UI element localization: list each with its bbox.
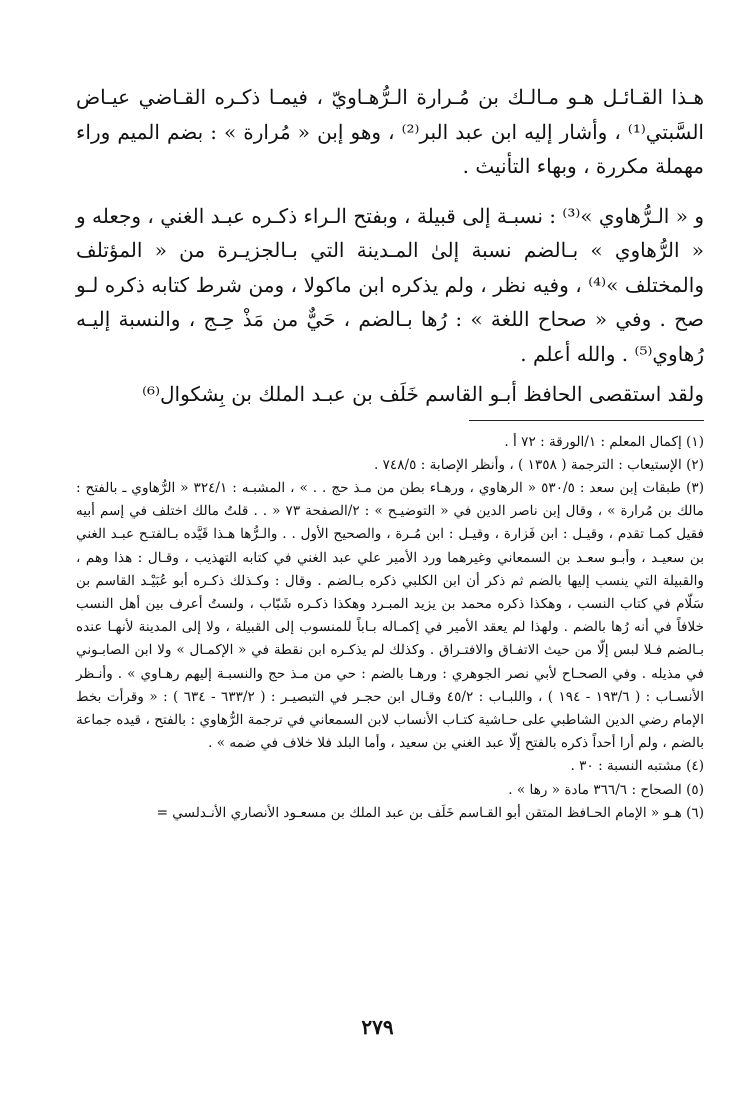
main-paragraph-1: هـذا القـائـل هـو مـالـك بن مُـرارة الـرُّهـاويّ ، فيمـا ذكـره القـاضي عيـاض السَّبتي⁽¹⁾ ، وأشار إليه ابن عبد البر⁽²⁾ ، وهو إبن « مُرارة » : بضم الميم وراء مهملة مكررة ، وبهاء التأنيث . <box>76 85 704 178</box>
document-page <box>76 80 704 825</box>
footnotes <box>76 431 704 825</box>
footnote-6: (٦) هـو « الإمام الحـافظ المتقن أبو القـاسم خَلَف بن عبد الملك بن مسعـود الأنصاري الأنـدلسي = <box>156 804 704 821</box>
footnote-1: (١) إكمال المعلم : ١/الورقة : ٧٢ أ . <box>504 433 704 450</box>
footnote-3: (٣) طبقات إبن سعد : ٥٣٠/٥ « الرهاوي ، ورهـاء بطن من مـذ حج . . » ، المشبـه : ٣٢٤/١ « الرُّهاوي ـ بالفتح : مالك بن مُرارة » ، وقال إبن ناصر الدين في « التوضيـح » : ٢/الصفحة ٧٣ « . . قلتُ مالك اختلف في إسم أبيه فقيل كمـا تقدم ، وقيـل : ابن فَزارة ، وقيـل : ابن مُـرة ، والصحيح الأول . . والـرُّها هـذا قَيَّده بـالفتـح عبـد الغني بن سعيـد ، وأبـو سعـد بن السمعاني وغيرهما ورد الأمير علي عبد الغني في كتابه التهذيب ، وقـال : هذا وهم ، والقبيلة التي ينسب إليها بالضم ثم ذكر أن ابن الكلبي ذكره بـالضم . وقال : وكـذلك ذكـره أبو عُبَيْـد القاسم بن سَلّام في كتاب النسب ، وهكذا ذكره محمد بن يزيد المبـرد وهكذا ذكـره شَبّاب ، ولستُ أعرف بين أهل النسب خلافاً في أنه رُها بالضم . ولهذا لم يعقد الأمير في إكمـاله بـاباً للمنسوب إلى القبيلة ، ولا إلى المدينة لأنهـا عنده بـالضم فـلا لبس إلّا من حيث الاتفـاق والافتـراق . وكذلك لم يذكـره ابن نقطة في « الإكمـال » ولا ابن الصابـوني في مذيله . وفي الصحـاح لأبي نصر الجوهري : ورهـا بالضم : حي من مـذ حج والنسبـة إليهم رهـاوي » . وأنـظر الأنسـاب : ( ١٩٣/٦ - ١٩٤ ) ، واللبـاب : ٤٥/٢ وقـال ابن حجـر في التبصيـر : ( ٦٣٣/٢ - ٦٣٤ ) : « وقرأت بخط الإمام رضي الدين الشاطبي على حـاشية كتـاب الأنساب لابن السمعاني في ترجمة الرُّهاوي : بالفتح ، قيده جماعة بالضم ، ولم أرا أحداً ذكره بالفتح إلّا عبد الغني بن سعيد ، وأما البلد فلا خلاف في ضمه » . <box>76 479 705 752</box>
footnote-separator <box>469 420 704 421</box>
footnote-5: (٥) الصحاح : ٣٦٦/٦ مادة « رها » . <box>508 781 704 798</box>
main-paragraph-3: ولقد استقصى الحافظ أبـو القاسم خَلَف بن عبـد الملك بن بِشكوال⁽⁶⁾ <box>142 382 704 406</box>
page-number: ٢٧٩ <box>361 1015 394 1039</box>
main-text <box>76 80 704 412</box>
footnote-4: (٤) مشتبه النسبة : ٣٠ . <box>570 758 704 775</box>
main-paragraph-2: و « الـرُّهاوي »⁽³⁾ : نسبـة إلى قبيلة ، وبفتح الـراء ذكـره عبـد الغني ، وجعله و « الرُّهاوي » بـالضم نسبة إلىٰ المـدينة التي بـالجزيـرة من « المؤتلف والمختلف »⁽⁴⁾ ، وفيه نظر ، ولم يذكره ابن ماكولا ، ومن شرط كتابه ذكره لـو صح . وفي « صحاح اللغة » : رُها بـالضم ، حَيٌّ من مَذْ حِـج ، والنسبة إليـه رُهاوي⁽⁵⁾ . والله أعلم . <box>76 203 704 366</box>
footnote-2: (٢) الإستيعاب : الترجمة ( ١٣٥٨ ) ، وأنظر الإصابة : ٧٤٨/٥ . <box>373 456 704 473</box>
